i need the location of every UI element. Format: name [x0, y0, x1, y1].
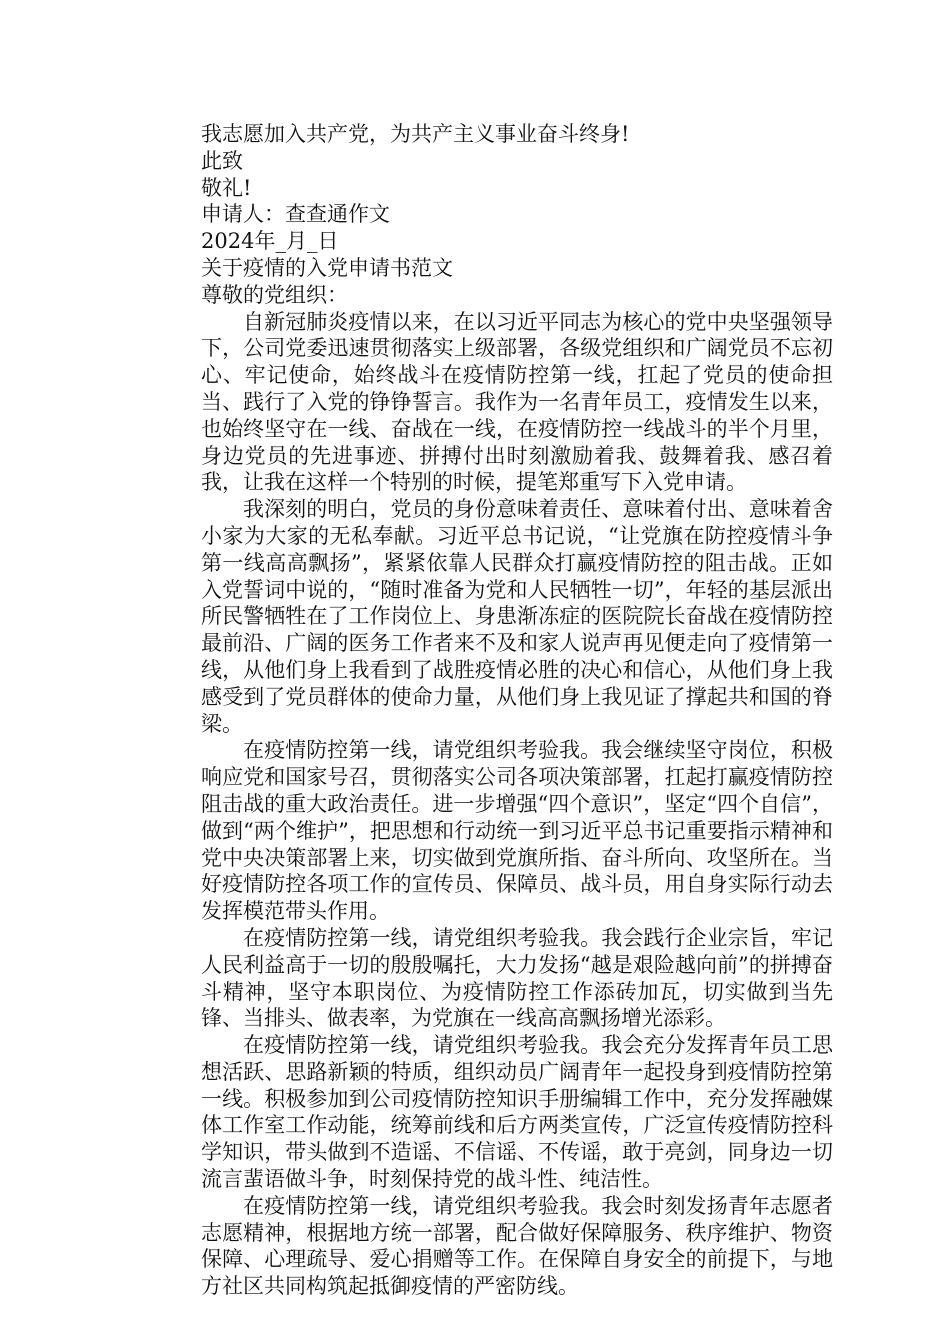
paragraph-1: 自新冠肺炎疫情以来，在以习近平同志为核心的党中央坚强领导下，公司党委迅速贯彻落实上级部署，各级党组织和广阔党员不忘初心、牢记使命，始终战斗在疫情防控第一线，扛起了党员的使命担当、践行了入党的铮铮誓言。我作为一名青年员工，疫情发生以来，也始终坚守在一线、奋战在一线，在疫情防控一线战斗的半个月里，身边党员的先进事迹、拼搏付出时刻激励着我、鼓舞着我、感召着我，让我在这样一个特别的时候，提笔郑重写下入党申请。	[201, 309, 833, 495]
paragraph-2: 我深刻的明白，党员的身份意味着责任、意味着付出、意味着舍小家为大家的无私奉献。习近平总书记说，“让党旗在防控疫情斗争第一线高高飘扬”，紧紧依靠人民群众打赢疫情防控的阻击战。正如入党誓词中说的，“随时准备为党和人民牺牲一切”，年轻的基层派出所民警牺牲在了工作岗位上、身患渐冻症的医院院长奋战在疫情防控最前沿、广阔的医务工作者来不及和家人说声再见便走向了疫情第一线，从他们身上我看到了战胜疫情必胜的决心和信心，从他们身上我感受到了党员群体的使命力量，从他们身上我见证了撑起共和国的脊梁。	[201, 497, 833, 736]
document-body	[201, 121, 833, 1300]
paragraph-6: 在疫情防控第一线，请党组织考验我。我会时刻发扬青年志愿者志愿精神，根据地方统一部署，配合做好保障服务、秩序维护、物资保障、心理疏导、爱心捐赠等工作。在保障自身安全的前提下，与地方社区共同构筑起抵御疫情的严密防线。	[201, 1193, 833, 1299]
closing-line: 我志愿加入共产党，为共产主义事业奋斗终身!	[201, 122, 630, 146]
applicant-line: 申请人：查查通作文	[201, 202, 390, 227]
salutation-cizhi: 此致	[201, 148, 243, 173]
date-line: 2024年_月_日	[201, 229, 339, 254]
document-title: 关于疫情的入党申请书范文	[201, 255, 453, 280]
greeting-line: 尊敬的党组织：	[201, 282, 348, 307]
paragraph-3: 在疫情防控第一线，请党组织考验我。我会继续坚守岗位，积极响应党和国家号召，贯彻落实公司各项决策部署，扛起打赢疫情防控阻击战的重大政治责任。进一步增强“四个意识”，坚定“四个自信”，做到“两个维护”，把思想和行动统一到习近平总书记重要指示精神和党中央决策部署上来，切实做到党旗所指、奋斗所向、攻坚所在。当好疫情防控各项工作的宣传员、保障员、战斗员，用自身实际行动去发挥模范带头作用。	[201, 738, 833, 924]
paragraph-4: 在疫情防控第一线，请党组织考验我。我会践行企业宗旨，牢记人民利益高于一切的殷殷嘱托，大力发扬“越是艰险越向前”的拼搏奋斗精神，坚守本职岗位、为疫情防控工作添砖加瓦，切实做到当先锋、当排头、做表率，为党旗在一线高高飘扬增光添彩。	[201, 925, 833, 1031]
paragraph-5: 在疫情防控第一线，请党组织考验我。我会充分发挥青年员工思想活跃、思路新颖的特质，组织动员广阔青年一起投身到疫情防控第一线。积极参加到公司疫情防控知识手册编辑工作中，充分发挥融媒体工作室工作动能，统筹前线和后方两类宣传，广泛宣传疫情防控科学知识，带头做到不造谣、不信谣、不传谣，敢于亮剑，同身边一切流言蜚语做斗争，时刻保持党的战斗性、纯洁性。	[201, 1033, 833, 1192]
salutation-jingli: 敬礼!	[201, 175, 252, 200]
